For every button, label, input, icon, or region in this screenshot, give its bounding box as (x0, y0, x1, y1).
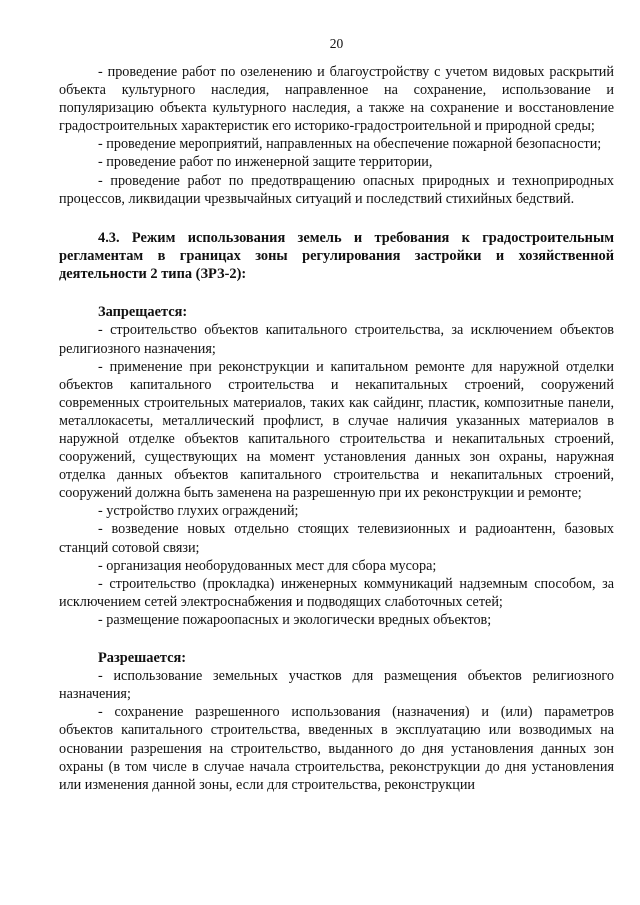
list-item: - проведение работ по озеленению и благоустройству с учетом видовых раскрытий объекта культурного наследия, направленное на сохранение, использование и популяризацию объекта культурного наследия, а также на сохранение и восстановление градостроительных характеристик его историко-градостроительной и природной среды; (59, 64, 614, 135)
permitted-section (59, 649, 614, 794)
list-item: - строительство объектов капитального строительства, за исключением объектов религиозного назначения; (59, 322, 614, 357)
list-item: - размещение пожароопасных и экологически вредных объектов; (98, 611, 492, 628)
intro-list (59, 63, 614, 208)
section-heading: 4.3. Режим использования земель и требования к градостроительным регламентам в границах зоны регулирования застройки и хозяйственной деятельности 2 типа (ЗРЗ-2): (59, 229, 614, 283)
list-item: - сохранение разрешенного использования (назначения) и (или) параметров объектов капитального строительства, введенных в эксплуатацию или возводимых на основании разрешения на строительство, выданного до дня установления данных зон охраны (в том числе в случае начала строительства, реконструкции до дня установления или изменения данной зоны, если для строительства, реконструкции (59, 704, 614, 793)
prohibited-section (59, 303, 614, 629)
list-item: - проведение работ по инженерной защите территории, (98, 154, 433, 171)
list-item: - устройство глухих ограждений; (98, 503, 299, 520)
prohibited-heading: Запрещается: (98, 304, 188, 321)
list-item: - возведение новых отдельно стоящих телевизионных и радиоантенн, базовых станций сотовой связи; (59, 521, 614, 556)
page-number: 20 (329, 36, 344, 51)
list-item: - использование земельных участков для размещения объектов религиозного назначения; (59, 668, 614, 703)
list-item: - проведение работ по предотвращению опасных природных и технoприродных процессов, ликвидации чрезвычайных ситуаций и последствий стихийных бедствий. (59, 172, 614, 207)
list-item: - строительство (прокладка) инженерных коммуникаций надземным способом, за исключением сетей электроснабжения и подводящих слаботочных сетей; (59, 575, 614, 610)
list-item: - проведение мероприятий, направленных на обеспечение пожарной безопасности; (98, 136, 602, 153)
list-item: - организация необорудованных мест для сбора мусора; (98, 557, 437, 574)
permitted-heading: Разрешается: (98, 650, 187, 667)
list-item: - применение при реконструкции и капитальном ремонте для наружной отделки объектов капитального строительства и некапитальных строений, сооружений современных строительных материалов, таких как сайдинг, пластик, композитные панели, металлокасеты, металлический профлист, в случае наличия указанных материалов в наружной отделке объектов капитального строительства и некапитальных строений, сооружений, существующих на момент установления данных зон охраны, наружная отделка данных объектов капитального строительства и некапитальных строений, сооружений должна быть заменена на разрешенную при их реконструкции и ремонте; (59, 358, 614, 502)
